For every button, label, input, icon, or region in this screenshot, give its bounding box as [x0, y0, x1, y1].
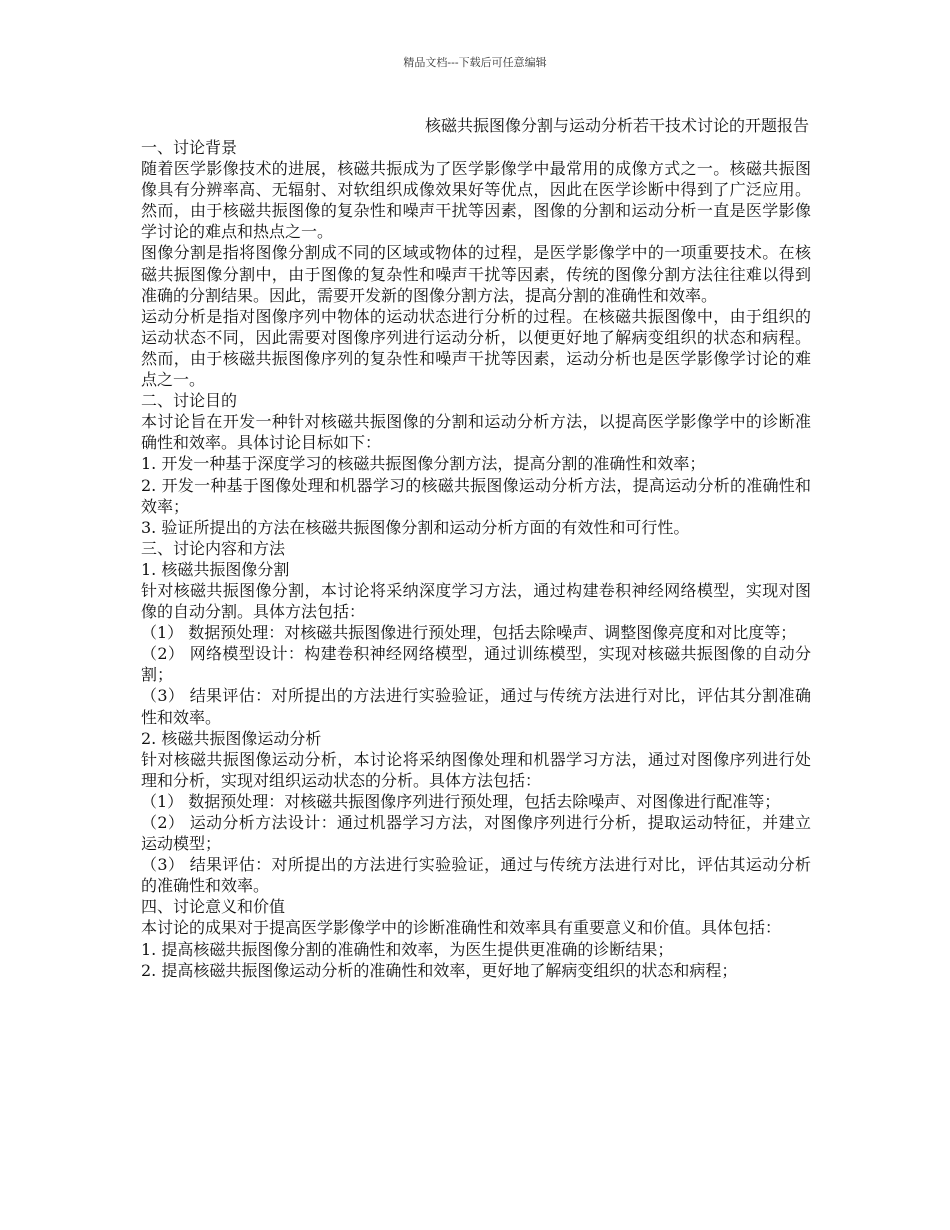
page-header: 精品文档---下载后可任意编辑: [403, 56, 547, 69]
document-body: [141, 137, 811, 981]
paragraph: 随着医学影像技术的进展，核磁共振成为了医学影像学中最常用的成像方式之一。核磁共振图像具有分辨率高、无辐射、对软组织成像效果好等优点，因此在医学诊断中得到了广泛应用。然而，由于核磁共振图像的复杂性和噪声干扰等因素，图像的分割和运动分析一直是医学影像学讨论的难点和热点之一。: [141, 159, 811, 242]
paragraph: 本讨论旨在开发一种针对核磁共振图像的分割和运动分析方法，以提高医学影像学中的诊断准确性和效率。具体讨论目标如下：: [141, 412, 811, 453]
paragraph: 运动分析是指对图像序列中物体的运动状态进行分析的过程。在核磁共振图像中，由于组织的运动状态不同，因此需要对图像序列进行运动分析，以便更好地了解病变组织的状态和病程。然而，由于核磁共振图像序列的复杂性和噪声干扰等因素，运动分析也是医学影像学讨论的难点之一。: [141, 306, 811, 390]
list-item: （1） 数据预处理：对核磁共振图像序列进行预处理，包括去除噪声、对图像进行配准等；: [141, 791, 781, 811]
section-heading: 三、讨论内容和方法: [141, 538, 286, 558]
paragraph: 图像分割是指将图像分割成不同的区域或物体的过程，是医学影像学中的一项重要技术。在核磁共振图像分割中，由于图像的复杂性和噪声干扰等因素，传统的图像分割方法往往难以得到准确的分割结果。因此，需要开发新的图像分割方法，提高分割的准确性和效率。: [141, 243, 811, 305]
subsection-heading: 1. 核磁共振图像分割: [141, 559, 290, 579]
list-item: （3） 结果评估：对所提出的方法进行实验验证，通过与传统方法进行对比，评估其运动分析的准确性和效率。: [141, 855, 811, 896]
subsection-heading: 2. 核磁共振图像运动分析: [141, 728, 322, 748]
list-item: 1. 开发一种基于深度学习的核磁共振图像分割方法，提高分割的准确性和效率；: [141, 454, 706, 474]
list-item: 1. 提高核磁共振图像分割的准确性和效率，为医生提供更准确的诊断结果；: [141, 939, 674, 959]
paragraph: 本讨论的成果对于提高医学影像学中的诊断准确性和效率具有重要意义和价值。具体包括：: [141, 918, 782, 938]
section-heading: 二、讨论目的: [141, 391, 238, 411]
list-item: （1） 数据预处理：对核磁共振图像进行预处理，包括去除噪声、调整图像亮度和对比度等；: [141, 623, 797, 643]
list-item: 2. 开发一种基于图像处理和机器学习的核磁共振图像运动分析方法，提高运动分析的准确性和效率；: [141, 475, 811, 516]
section-heading: 四、讨论意义和价值: [141, 897, 286, 917]
list-item: （3） 结果评估：对所提出的方法进行实验验证，通过与传统方法进行对比，评估其分割准确性和效率。: [141, 686, 811, 727]
list-item: 2. 提高核磁共振图像运动分析的准确性和效率，更好地了解病变组织的状态和病程；: [141, 960, 738, 980]
document-title: 核磁共振图像分割与运动分析若干技术讨论的开题报告: [424, 116, 809, 135]
list-item: 3. 验证所提出的方法在核磁共振图像分割和运动分析方面的有效性和可行性。: [141, 517, 690, 537]
paragraph: 针对核磁共振图像分割，本讨论将采纳深度学习方法，通过构建卷积神经网络模型，实现对图像的自动分割。具体方法包括：: [141, 580, 811, 622]
paragraph: 针对核磁共振图像运动分析，本讨论将采纳图像处理和机器学习方法，通过对图像序列进行处理和分析，实现对组织运动状态的分析。具体方法包括：: [141, 749, 811, 790]
list-item: （2） 网络模型设计：构建卷积神经网络模型，通过训练模型，实现对核磁共振图像的自动分割；: [141, 644, 811, 685]
list-item: （2） 运动分析方法设计：通过机器学习方法，对图像序列进行分析，提取运动特征，并建立运动模型；: [141, 813, 811, 854]
section-heading: 一、讨论背景: [141, 138, 238, 157]
